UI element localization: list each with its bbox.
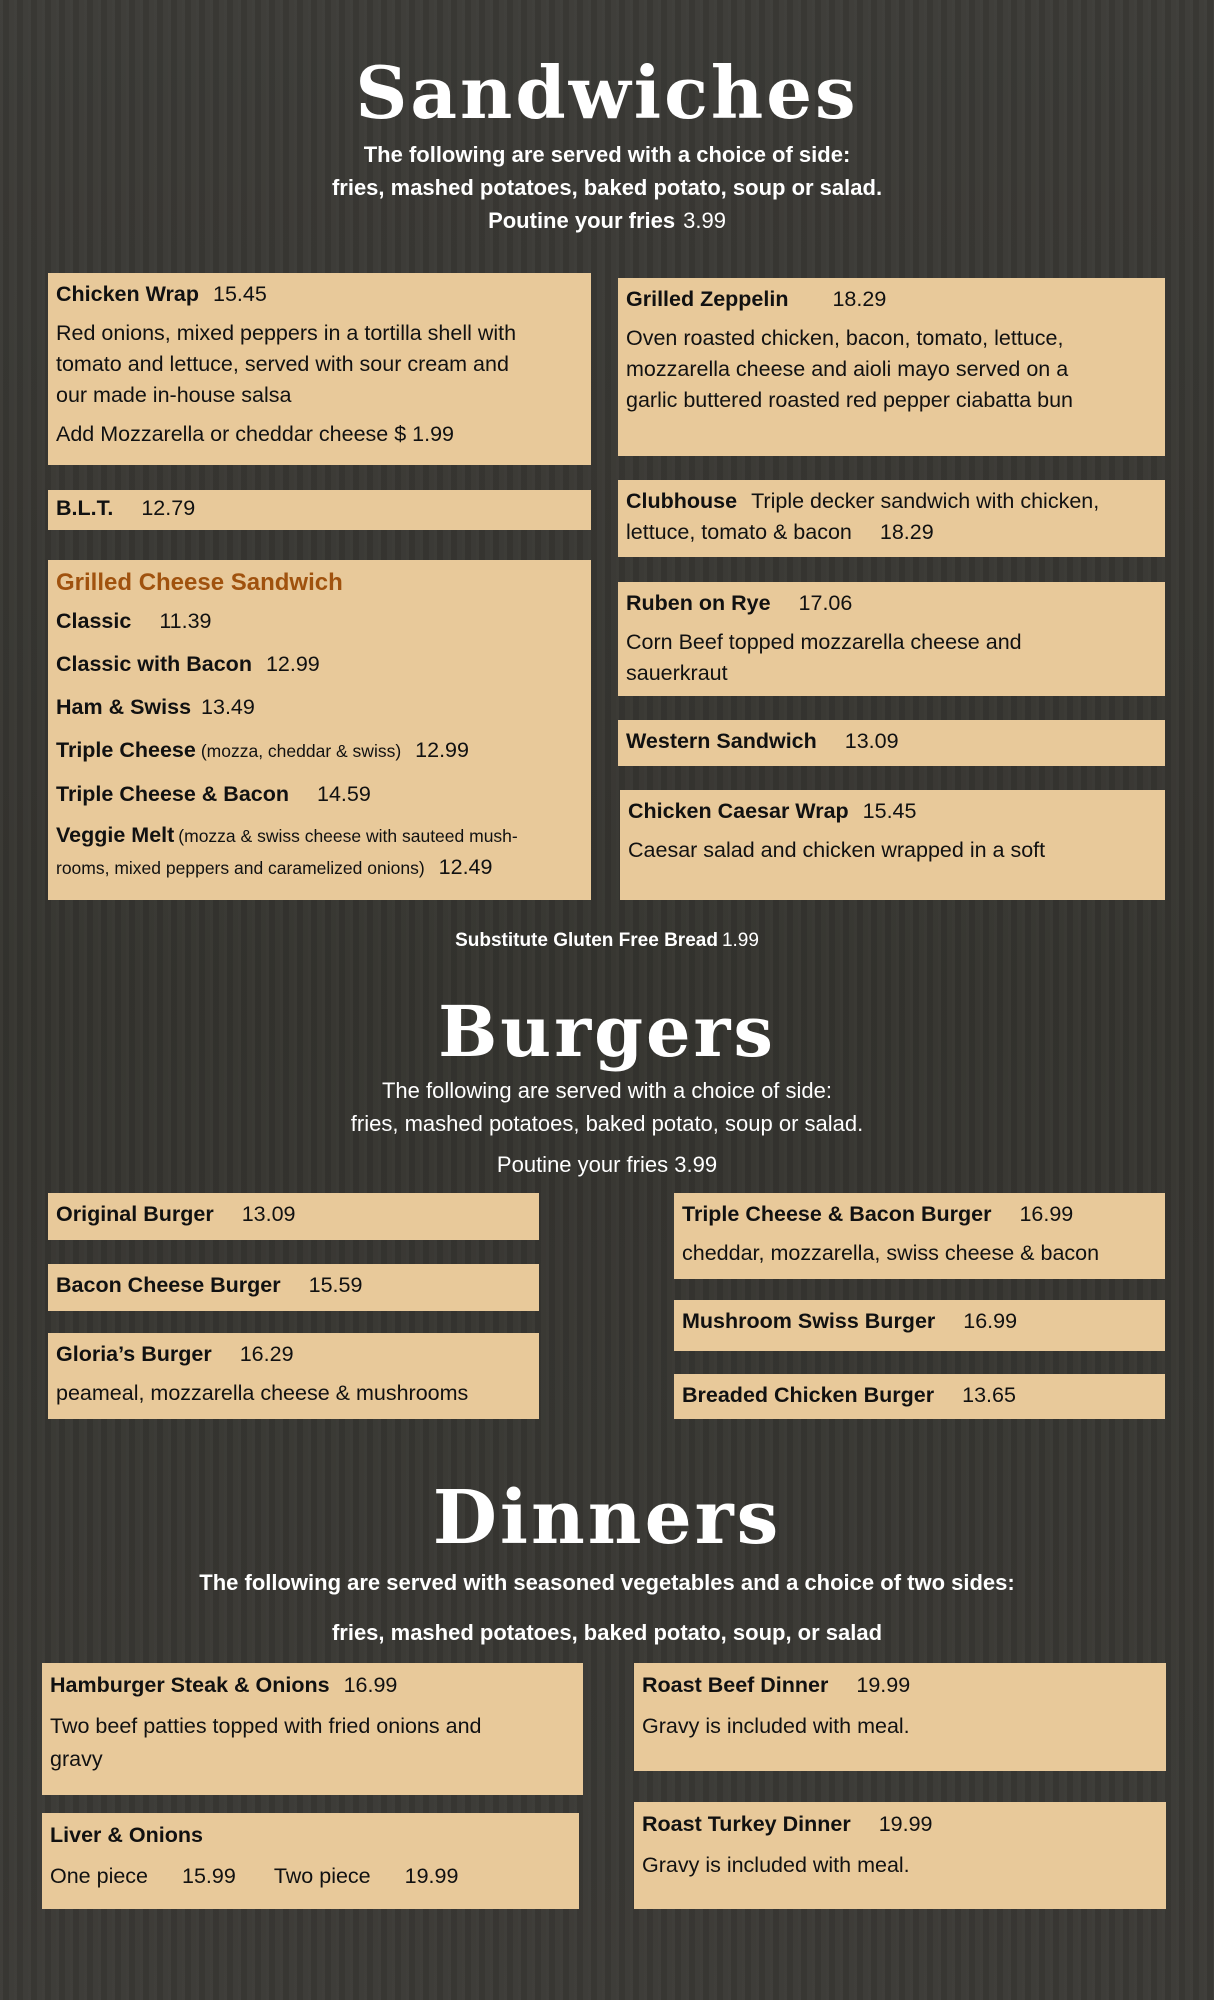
item-price: 15.45 [212, 282, 267, 306]
item-name: Triple Cheese & Bacon Burger [682, 1202, 992, 1226]
item-name: Hamburger Steak & Onions [50, 1673, 330, 1697]
liver-one-price: 15.99 [182, 1864, 236, 1888]
menu-item-roast-turkey [634, 1802, 1166, 1909]
burgers-intro-1: The following are served with a choice of side: [381, 1078, 832, 1103]
item-name: Grilled Zeppelin [626, 287, 789, 311]
dinners-title: Dinners [432, 1475, 782, 1561]
item-note: rooms, mixed peppers and caramelized onions) [56, 858, 425, 878]
item-name: Classic [56, 609, 132, 633]
item-price: 12.99 [265, 652, 320, 676]
item-desc: Red onions, mixed peppers in a tortilla shell with [56, 321, 517, 345]
item-name: Chicken Wrap [56, 282, 199, 306]
item-name: Bacon Cheese Burger [56, 1273, 281, 1297]
menu-item-grilled-zeppelin [618, 278, 1165, 456]
menu-item-original-burger [48, 1193, 539, 1240]
item-price: 17.06 [798, 591, 853, 615]
item-price: 18.29 [879, 520, 934, 544]
menu-item-bacon-cheese-burger [48, 1264, 539, 1311]
item-name: Original Burger [56, 1202, 214, 1226]
item-desc: peameal, mozzarella cheese & mushrooms [56, 1381, 469, 1405]
menu-item-chicken-caesar-wrap [620, 790, 1165, 900]
item-desc: our made in-house salsa [56, 383, 292, 407]
item-desc: lettuce, tomato & bacon [626, 520, 852, 544]
item-name: B.L.T. [56, 496, 114, 520]
poutine-price: 3.99 [683, 208, 726, 233]
burgers-title: Burgers [438, 990, 776, 1073]
item-name: Clubhouse [626, 489, 738, 513]
item-name: Western Sandwich [626, 729, 817, 753]
item-name: Mushroom Swiss Burger [682, 1309, 936, 1333]
menu-item-hamburger-steak [42, 1663, 583, 1795]
item-price: 19.99 [856, 1673, 911, 1697]
item-name: Ham & Swiss [56, 695, 192, 719]
item-price: 12.49 [438, 855, 493, 879]
item-price: 15.45 [862, 799, 917, 823]
menu-item-ruben-on-rye [618, 582, 1165, 696]
sandwiches-intro-1: The following are served with a choice of side: [363, 142, 851, 167]
item-name: Roast Beef Dinner [642, 1673, 829, 1697]
menu-item-blt [48, 490, 591, 530]
grilled-cheese-title: Grilled Cheese Sandwich [56, 569, 343, 596]
item-desc: mozzarella cheese and aioli mayo served on a [626, 357, 1069, 381]
item-addon: Add Mozzarella or cheddar cheese $ 1.99 [56, 422, 454, 446]
menu-item-mushroom-swiss-burger [674, 1300, 1165, 1351]
item-price: 15.59 [308, 1273, 363, 1297]
menu-item-chicken-wrap [48, 273, 591, 465]
menu-item-triple-cheese-bacon-burger [674, 1193, 1165, 1279]
dinners-intro-2: fries, mashed potatoes, baked potato, soup, or salad [331, 1620, 883, 1645]
menu-item-clubhouse [618, 480, 1165, 557]
item-desc: gravy [50, 1747, 103, 1771]
item-desc: cheddar, mozzarella, swiss cheese & bacon [682, 1241, 1100, 1265]
item-note: (mozza, cheddar & swiss) [200, 741, 402, 761]
menu-item-glorias-burger [48, 1333, 539, 1419]
item-name: Chicken Caesar Wrap [628, 799, 849, 823]
liver-two-label: Two piece [273, 1864, 371, 1888]
item-desc: Two beef patties topped with fried onions and [50, 1714, 482, 1738]
item-desc: Gravy is included with meal. [642, 1714, 910, 1738]
item-price: 14.59 [317, 782, 371, 806]
poutine-label: Poutine your fries [488, 208, 676, 233]
item-price: 12.99 [415, 738, 469, 762]
item-desc: Corn Beef topped mozzarella cheese and [626, 630, 1022, 654]
burgers-poutine: Poutine your fries 3.99 [496, 1152, 718, 1177]
item-price: 11.39 [159, 609, 212, 633]
liver-two-price: 19.99 [404, 1864, 459, 1888]
item-price: 13.65 [962, 1383, 1016, 1407]
item-name: Ruben on Rye [626, 591, 771, 615]
liver-one-label: One piece [50, 1864, 149, 1888]
burgers-intro-2: fries, mashed potatoes, baked potato, soup or salad. [350, 1111, 864, 1136]
gluten-free-note [0, 930, 1214, 952]
item-price: 13.49 [201, 695, 255, 719]
dinners-intro-1: The following are served with seasoned vegetables and a choice of two sides: [199, 1570, 1015, 1595]
item-desc: Triple decker sandwich with chicken, [751, 489, 1100, 513]
item-price: 16.29 [239, 1342, 294, 1366]
item-name: Breaded Chicken Burger [682, 1383, 935, 1407]
gluten-free-price: 1.99 [721, 930, 759, 951]
item-desc: sauerkraut [626, 661, 728, 685]
item-price: 16.99 [963, 1309, 1018, 1333]
menu-item-liver-onions [42, 1813, 579, 1909]
item-desc: Gravy is included with meal. [642, 1853, 910, 1877]
grilled-cheese-box [48, 560, 591, 900]
sandwiches-intro-2: fries, mashed potatoes, baked potato, soup or salad. [331, 175, 883, 200]
item-price: 16.99 [343, 1673, 398, 1697]
item-price: 13.09 [241, 1202, 296, 1226]
item-desc: Caesar salad and chicken wrapped in a soft [628, 838, 1046, 862]
item-name: Classic with Bacon [56, 652, 252, 676]
item-price: 13.09 [844, 729, 899, 753]
item-price: 19.99 [878, 1812, 933, 1836]
menu-item-western-sandwich [618, 720, 1165, 766]
menu-item-roast-beef [634, 1663, 1166, 1771]
item-name: Triple Cheese [56, 738, 196, 762]
item-desc: garlic buttered roasted red pepper ciabatta bun [626, 388, 1074, 412]
gluten-free-label: Substitute Gluten Free Bread [455, 930, 718, 951]
item-name: Liver & Onions [50, 1823, 203, 1847]
item-desc: Oven roasted chicken, bacon, tomato, lettuce, [626, 326, 1064, 350]
item-price: 12.79 [141, 496, 196, 520]
item-note: (mozza & swiss cheese with sauteed mush- [178, 826, 518, 846]
item-name: Veggie Melt [56, 823, 175, 847]
item-name: Triple Cheese & Bacon [56, 782, 289, 806]
item-price: 16.99 [1019, 1202, 1074, 1226]
item-desc: tomato and lettuce, served with sour cream and [56, 352, 509, 376]
sandwiches-poutine [0, 208, 1214, 234]
item-name: Gloria’s Burger [56, 1342, 212, 1366]
item-name: Roast Turkey Dinner [642, 1812, 851, 1836]
item-price: 18.29 [832, 287, 887, 311]
sandwiches-title: Sandwiches [355, 50, 859, 135]
menu-item-breaded-chicken-burger [674, 1374, 1165, 1419]
